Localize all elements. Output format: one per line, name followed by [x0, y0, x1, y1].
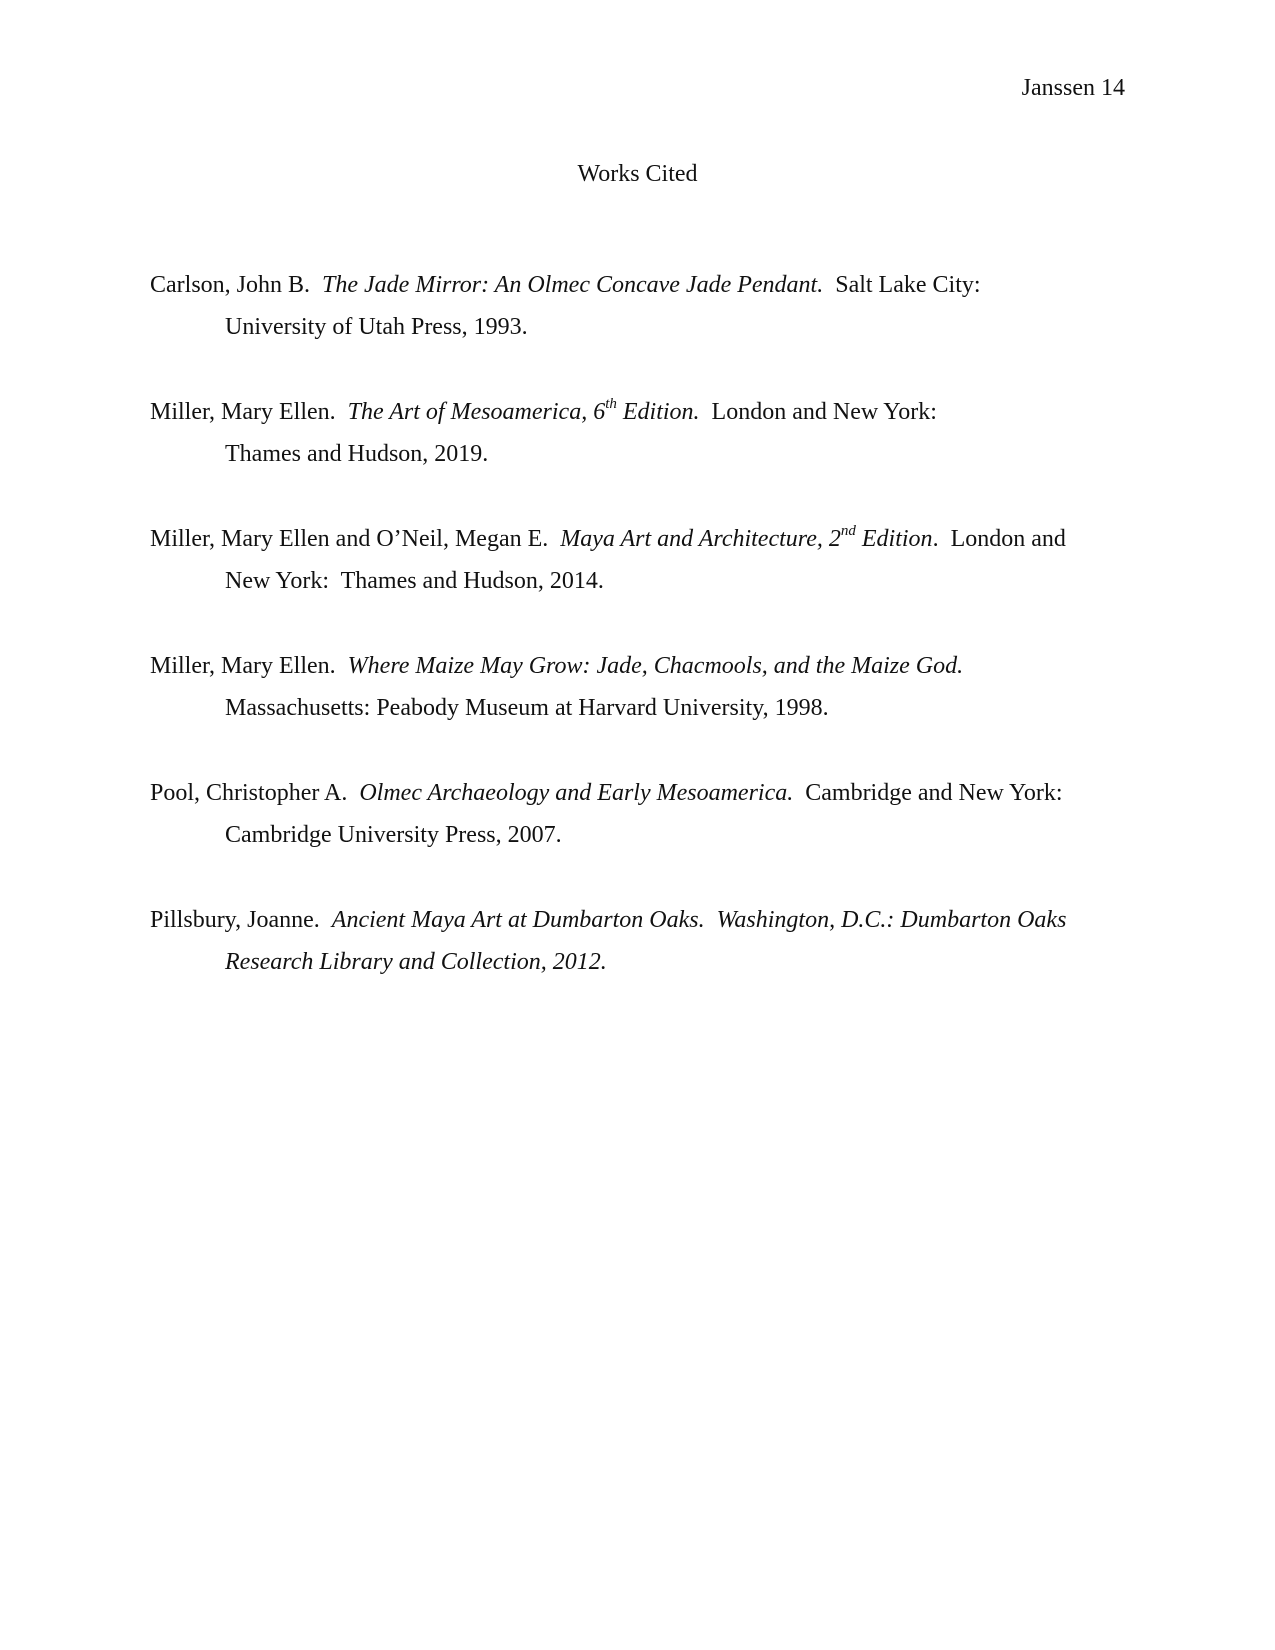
citation-entry	[150, 899, 1110, 983]
citation-publisher: Thames and Hudson, 2019.	[225, 441, 489, 467]
citation-publisher: Salt Lake City:	[835, 272, 981, 298]
citation-line-hanging	[150, 433, 1110, 475]
citation-entry	[150, 264, 1110, 348]
page-title-text: Works Cited	[577, 161, 698, 187]
citation-publisher: . London and	[932, 526, 1066, 552]
citation-title: Where Maize May Grow: Jade, Chacmools, and the Maize God.	[347, 653, 964, 679]
citation-title-superscript: th	[605, 396, 617, 412]
citation-title	[347, 396, 700, 425]
citation-publisher: Cambridge University Press, 2007.	[225, 822, 562, 848]
citation-title-continued: Research Library and Collection, 2012.	[225, 949, 607, 975]
citation-publisher: New York: Thames and Hudson, 2014.	[225, 568, 604, 594]
citation-author: Carlson, John B.	[150, 272, 311, 298]
citation-author: Miller, Mary Ellen and O’Neil, Megan E.	[150, 526, 549, 552]
citation-line-hanging	[150, 814, 1110, 856]
citation-line-hanging	[150, 306, 1110, 348]
citation-title-part: Maya Art and Architecture, 2	[560, 526, 841, 552]
citation-line	[150, 518, 1110, 560]
citation-entry	[150, 391, 1110, 475]
citation-entry	[150, 645, 1110, 729]
citation-publisher: University of Utah Press, 1993.	[225, 314, 528, 340]
citation-line-hanging	[150, 941, 1110, 983]
citation-title: Olmec Archaeology and Early Mesoamerica.	[359, 780, 794, 806]
citation-publisher: Massachusetts: Peabody Museum at Harvard University, 1998.	[225, 695, 829, 721]
citation-line	[150, 645, 1110, 687]
citation-title-part: The Art of Mesoamerica, 6	[347, 399, 606, 425]
citation-title-part: Edition	[861, 526, 933, 552]
citation-author: Pool, Christopher A.	[150, 780, 348, 806]
citation-author: Miller, Mary Ellen.	[150, 399, 336, 425]
citation-line	[150, 391, 1110, 433]
citation-entry	[150, 518, 1110, 602]
citation-title-superscript: nd	[840, 523, 856, 539]
citation-title: The Jade Mirror: An Olmec Concave Jade Pendant.	[322, 272, 824, 298]
citation-line	[150, 264, 1110, 306]
citation-title	[560, 523, 933, 552]
citation-title-part: Edition.	[622, 399, 700, 425]
works-cited-list	[150, 264, 1110, 983]
citation-author: Pillsbury, Joanne.	[150, 907, 320, 933]
citation-line	[150, 772, 1110, 814]
citation-author: Miller, Mary Ellen.	[150, 653, 336, 679]
citation-line	[150, 899, 1110, 941]
citation-publisher: London and New York:	[711, 399, 937, 425]
citation-line-hanging	[150, 560, 1110, 602]
citation-entry	[150, 772, 1110, 856]
running-head: Janssen 14	[1021, 75, 1125, 101]
citation-title: Ancient Maya Art at Dumbarton Oaks. Washington, D.C.: Dumbarton Oaks	[331, 907, 1067, 933]
page-title	[0, 162, 1275, 186]
citation-publisher: Cambridge and New York:	[805, 780, 1063, 806]
citation-line-hanging	[150, 687, 1110, 729]
